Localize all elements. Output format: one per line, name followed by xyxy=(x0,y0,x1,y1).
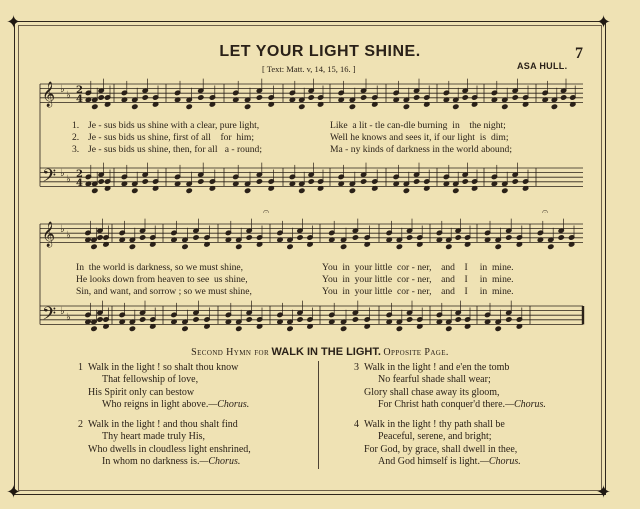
stanza-line: That fellowship of love, xyxy=(102,374,199,386)
note-head xyxy=(462,179,468,184)
lyric-line: Je - sus bids us shine, then, for all a - round; xyxy=(88,144,262,155)
verse-number: 3. xyxy=(72,144,80,155)
note-head xyxy=(198,95,204,100)
note-head xyxy=(446,326,452,331)
second-hymn-prefix: Second Hymn for xyxy=(191,347,270,358)
stanza-line-text: In whom no darkness is. xyxy=(102,456,200,468)
note-head xyxy=(341,244,347,249)
note-head xyxy=(140,317,146,322)
note-head xyxy=(132,188,138,193)
note-head xyxy=(453,188,459,193)
page-number: 7 xyxy=(575,45,583,62)
stanza xyxy=(354,362,546,412)
note-head xyxy=(182,244,188,249)
bass-clef-icon: 𝄢 xyxy=(42,304,57,329)
stanza-line xyxy=(88,399,249,411)
flat-icon: ♭ xyxy=(60,306,65,317)
note-head xyxy=(186,104,192,109)
note-head xyxy=(186,188,192,193)
note-head xyxy=(548,244,554,249)
note-head xyxy=(246,317,252,322)
note-head xyxy=(349,104,355,109)
note-head xyxy=(455,235,461,240)
note-head xyxy=(256,179,262,184)
lyric-line: Sin, and want, and sorrow ; so we must shine, xyxy=(76,286,252,297)
chorus-marker: —Chorus. xyxy=(199,456,241,468)
note-head xyxy=(97,235,103,240)
stanza xyxy=(354,419,521,469)
stanza-line: Walk in the light ! and thou shalt find xyxy=(88,419,238,430)
note-head xyxy=(236,244,242,249)
stanza-line: For God, by grace, shall dwell in thee, xyxy=(364,443,518,455)
note-head xyxy=(142,95,148,100)
stanza-line xyxy=(364,399,546,411)
note-head xyxy=(462,95,468,100)
lyric-line: You in your little cor - ner, and I in mine. xyxy=(322,286,514,297)
note-head xyxy=(349,188,355,193)
lyric-line: You in your little cor - ner, and I in mine. xyxy=(322,274,514,285)
note-head xyxy=(453,104,459,109)
flat-icon: ♭ xyxy=(66,312,71,323)
note-head xyxy=(446,244,452,249)
note-head xyxy=(98,95,104,100)
note-head xyxy=(246,235,252,240)
verse-number: 2. xyxy=(72,132,80,143)
stanza-line: No fearful shade shall wear; xyxy=(378,374,491,386)
stanza-line: Walk in the light ! so shalt thou know xyxy=(88,362,239,373)
lyric-line: Je - sus bids us shine, first of all for him; xyxy=(88,132,255,143)
stanza-number: 3 xyxy=(354,362,359,373)
note-head xyxy=(129,244,135,249)
time-signature-icon: 4 xyxy=(76,94,83,105)
note-head xyxy=(299,188,305,193)
note-head xyxy=(245,104,251,109)
fermata-icon: 𝄐 xyxy=(263,205,270,218)
flat-icon: ♭ xyxy=(60,84,65,95)
text-reference: [ Text: Matt. v, 14, 15, 16. ] xyxy=(262,64,356,74)
note-head xyxy=(256,95,262,100)
note-head xyxy=(308,179,314,184)
chorus-marker: —Chorus. xyxy=(479,456,521,468)
stanza-line xyxy=(364,456,521,468)
note-head xyxy=(551,104,557,109)
corner-ornament-icon: ✦ xyxy=(6,12,22,32)
note-head xyxy=(287,326,293,331)
treble-clef-icon: 𝄞 xyxy=(42,222,56,247)
note-head xyxy=(558,235,564,240)
stanza-line-text: For Christ hath conquer'd there. xyxy=(378,399,506,411)
note-head xyxy=(97,317,103,322)
verse-number: 1. xyxy=(72,120,80,131)
note-head xyxy=(297,317,303,322)
note-head xyxy=(352,317,358,322)
note-head xyxy=(495,326,501,331)
note-head xyxy=(407,317,413,322)
lyric-line: Ma - ny kinds of darkness in the world abound; xyxy=(330,144,512,155)
flat-icon: ♭ xyxy=(60,168,65,179)
note-head xyxy=(182,326,188,331)
note-head xyxy=(132,104,138,109)
flat-icon: ♭ xyxy=(60,224,65,235)
lyric-line: Well he knows and sees it, if our light is dim; xyxy=(330,132,509,143)
note-head xyxy=(414,179,420,184)
treble-clef-icon: 𝄞 xyxy=(42,82,56,107)
corner-ornament-icon: ✦ xyxy=(596,482,612,502)
chorus-marker: —Chorus. xyxy=(505,399,546,411)
note-head xyxy=(502,104,508,109)
note-head xyxy=(495,244,501,249)
lyric-line: In the world is darkness, so we must shine, xyxy=(76,262,244,273)
time-signature-icon: 4 xyxy=(76,178,83,189)
second-hymn-heading xyxy=(0,346,640,358)
note-head xyxy=(193,317,199,322)
second-hymn-title: WALK IN THE LIGHT. xyxy=(271,346,381,358)
stanza xyxy=(78,419,251,469)
second-hymn-suffix: Opposite Page. xyxy=(383,347,449,358)
lyric-line: Like a lit - tle can-dle burning in the night; xyxy=(330,120,506,131)
bass-clef-icon: 𝄢 xyxy=(42,166,57,191)
note-head xyxy=(396,244,402,249)
stanza-line: Walk in the light ! thy path shall be xyxy=(364,419,505,430)
note-head xyxy=(198,179,204,184)
flat-icon: ♭ xyxy=(66,90,71,101)
fermata-icon: 𝄐 xyxy=(542,205,549,218)
note-head xyxy=(352,235,358,240)
stanza-line: Who dwells in cloudless light enshrined, xyxy=(88,443,251,455)
composer: ASA HULL. xyxy=(517,61,568,71)
flat-icon: ♭ xyxy=(66,230,71,241)
note-head xyxy=(236,326,242,331)
stanza-line: Walk in the light ! and e'en the tomb xyxy=(364,362,510,373)
note-head xyxy=(91,326,97,331)
stanza-line-text: And God himself is light. xyxy=(378,456,480,468)
chorus-marker: —Chorus. xyxy=(208,399,250,411)
note-head xyxy=(92,188,98,193)
flat-icon: ♭ xyxy=(66,174,71,185)
lyric-line: He looks down from heaven to see us shine, xyxy=(76,274,248,285)
note-head xyxy=(512,179,518,184)
time-signature-icon: 2 xyxy=(76,85,83,96)
note-head xyxy=(407,235,413,240)
note-head xyxy=(129,326,135,331)
note-head xyxy=(140,235,146,240)
note-head xyxy=(414,95,420,100)
lyric-line: Je - sus bids us shine with a clear, pure light, xyxy=(88,120,260,131)
note-head xyxy=(91,244,97,249)
note-head xyxy=(193,235,199,240)
stanza-line: Peaceful, serene, and bright; xyxy=(378,431,492,443)
stanza-line xyxy=(88,456,251,468)
note-head xyxy=(299,104,305,109)
stanza-line: Thy heart made truly His, xyxy=(102,431,206,443)
note-head xyxy=(512,95,518,100)
stanza-number: 2 xyxy=(78,419,83,430)
note-head xyxy=(561,95,567,100)
note-head xyxy=(506,235,512,240)
stanza-line: His Spirit only can bestow xyxy=(88,386,195,398)
note-head xyxy=(403,188,409,193)
note-head xyxy=(506,317,512,322)
stanza-number: 4 xyxy=(354,419,359,430)
note-head xyxy=(502,188,508,193)
note-head xyxy=(403,104,409,109)
note-head xyxy=(142,179,148,184)
note-head xyxy=(245,188,251,193)
note-head xyxy=(287,244,293,249)
stanza xyxy=(78,362,250,412)
corner-ornament-icon: ✦ xyxy=(6,482,22,502)
note-head xyxy=(361,179,367,184)
note-head xyxy=(396,326,402,331)
hymn-title: LET YOUR LIGHT SHINE. xyxy=(219,43,421,60)
column-divider xyxy=(318,361,319,469)
note-head xyxy=(308,95,314,100)
note-head xyxy=(341,326,347,331)
stanza-line-text: Who reigns in light above. xyxy=(102,399,209,411)
stanza-number: 1 xyxy=(78,362,83,373)
note-head xyxy=(98,179,104,184)
note-head xyxy=(297,235,303,240)
corner-ornament-icon: ✦ xyxy=(596,12,612,32)
time-signature-icon: 2 xyxy=(76,169,83,180)
note-head xyxy=(92,104,98,109)
lyric-line: You in your little cor - ner, and I in mine. xyxy=(322,262,514,273)
stanza-line: Glory shall chase away its gloom, xyxy=(364,386,500,398)
note-head xyxy=(361,95,367,100)
note-head xyxy=(455,317,461,322)
